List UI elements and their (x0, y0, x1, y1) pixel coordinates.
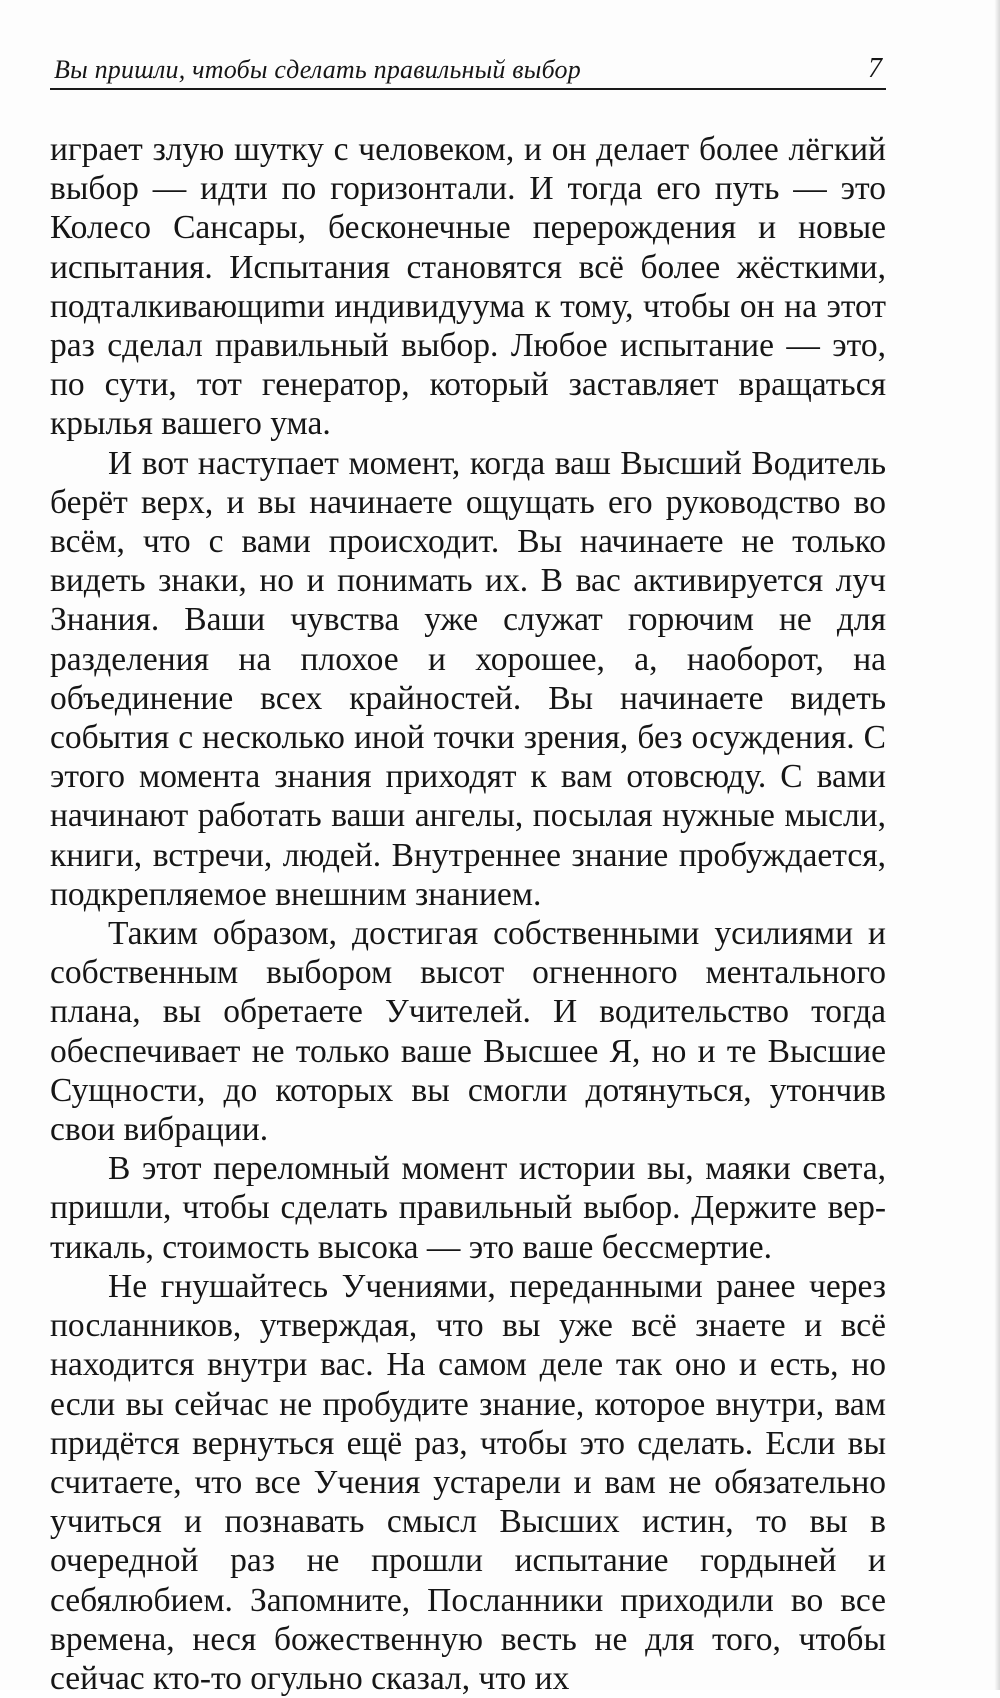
paragraph-1: играет злую шутку с человеком, и он делает более лёгкий выбор — идти по горизонтали. И тогда его путь — это Колесо Сансары, бесконечные перерождения и новые испытания. Испытания становятся всё более жёсткими, подталкивающиmи индивидуума к тому, чтобы он на этот раз сделал правильный выбор. Любое испытание — это, по сути, тот генератор, который заставляет вращаться крылья вашего ума. (50, 131, 886, 443)
page-edge (994, 0, 1000, 1690)
running-title: Вы пришли, чтобы сделать правильный выбор (54, 55, 581, 84)
paragraph-4: В этот переломный момент истории вы, маяки света, пришли, чтобы сделать правильный выбор. Держите вертикаль, стоимость высока — это ваше бессмертие. (50, 1150, 886, 1266)
paragraph-2: И вот наступает момент, когда ваш Высший Водитель берёт верх, и вы начинаете ощущать его руководство во всём, что с вами происходит. Вы начинаете не только видеть знаки, но и понимать их. В вас активируется луч Знания. Ваши чувства уже служат горючим не для разделения на плохое и хорошее, а, наоборот, на объединение всех крайностей. Вы начинаете видеть события с несколько иной точки зрения, без осуждения. С этого момента знания приходят к вам отовсюду. С вами начинают работать ваши ангелы, посылая нужные мысли, книги, встречи, людей. Внутреннее знание пробуждается, подкрепляемое внешним знанием. (50, 444, 886, 913)
paragraph-3: Таким образом, достигая собственными усилиями и собственным выбором высот огненного ментального плана, вы обретаете Учителей. И водительство тогда обеспечивает не только ваше Высшее Я, но и те Высшие Сущности, до которых вы смогли дотянуться, утончив свои вибрации. (50, 915, 886, 1149)
running-header (50, 44, 886, 90)
body-text (50, 130, 886, 1698)
paragraph-5: Не гнушайтесь Учениями, переданными ранее через посланников, утверждая, что вы уже всё знаете и всё находится внутри вас. На самом деле так оно и есть, но если вы сейчас не пробудите знание, которое внутри, вам придётся вернуться ещё раз, чтобы это сделать. Если вы считаете, что все Учения устарели и вам не обязательно учиться и познавать смысл Высших истин, то вы в очередной раз не прошли испытание гордыней и себялюбием. Запомните, Посланники приходили во все времена, неся божественную весть не для того, чтобы сейчас кто-то огульно сказал, что их (50, 1267, 886, 1697)
page-number: 7 (868, 53, 882, 84)
